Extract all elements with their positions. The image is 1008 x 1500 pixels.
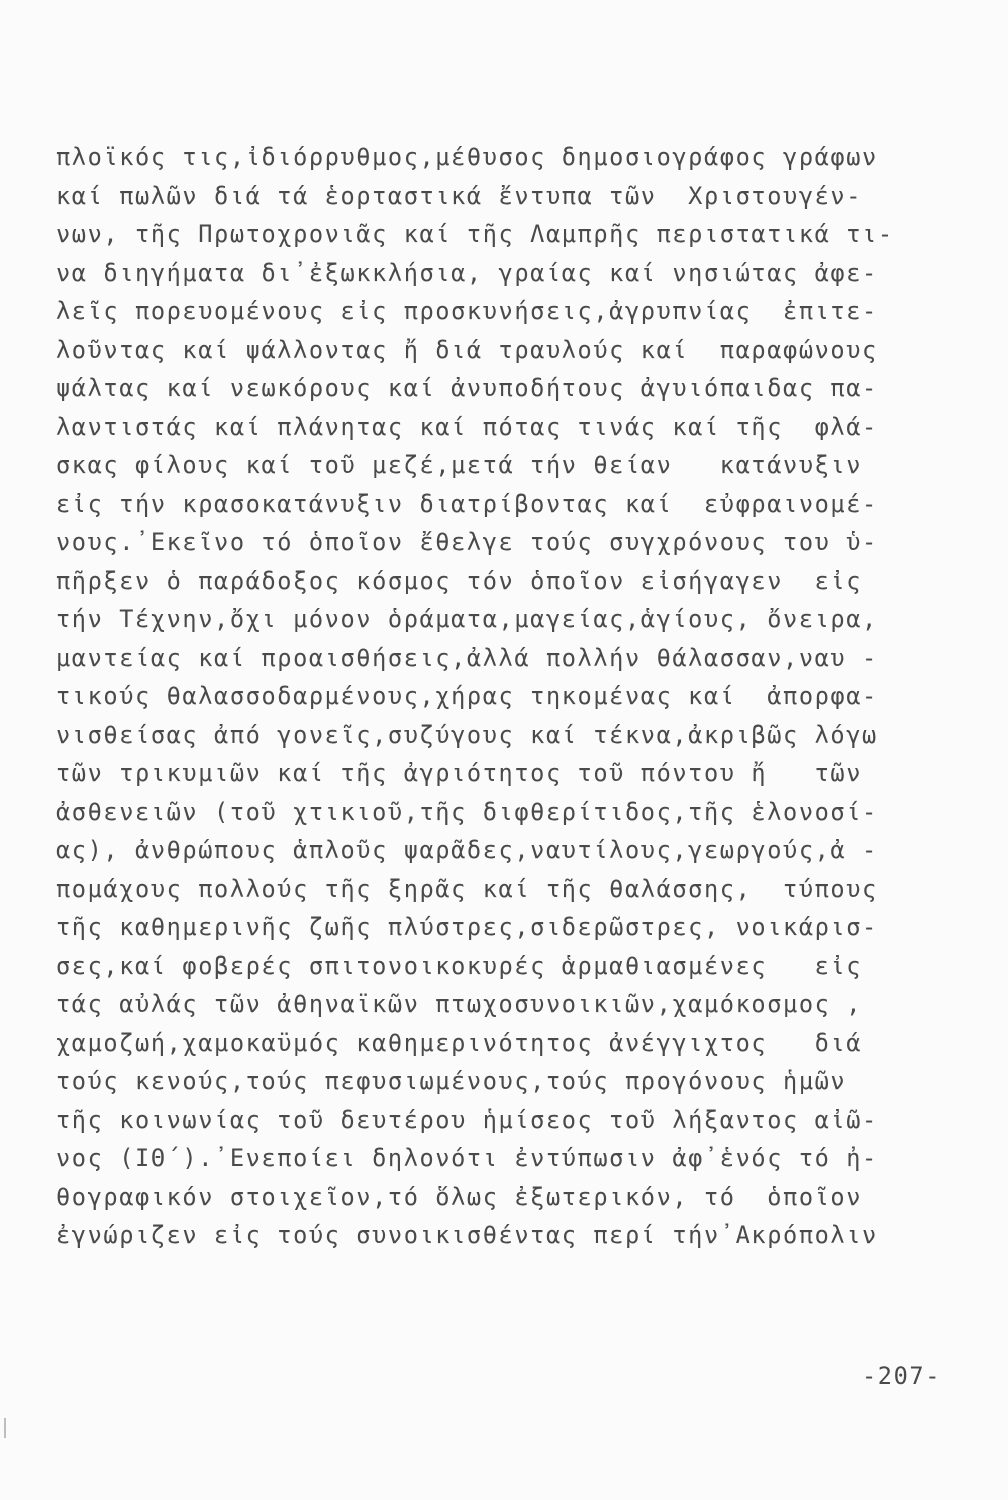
text-line: μαντείας καί προαισθήσεις,ἀλλά πολλήν θάλασσαν,ναυ - bbox=[56, 643, 878, 672]
text-line: νισθείσας ἀπό γονεῖς,συζύγους καί τέκνα,ἀκριβῶς λόγω bbox=[56, 720, 878, 749]
text-line: νων, τῆς Πρωτοχρονιᾶς καί τῆς Λαμπρῆς περιστατικά τι- bbox=[56, 220, 894, 248]
text-line: τήν Τέχνην,ὄχι μόνον ὁράματα,μαγείας,ἁγίους, ὄνειρα, bbox=[56, 605, 878, 633]
text-line: ἐγνώριζεν εἰς τούς συνοικισθέντας περί τήν᾽Ακρόπολιν bbox=[56, 1221, 878, 1249]
text-line: να διηγήματα δι᾽ἐξωκκλήσια, γραίας καί νησιώτας ἀφε- bbox=[56, 258, 878, 287]
text-line: σκας φίλους καί τοῦ μεζέ,μετά τήν θείαν κατάνυξιν bbox=[56, 451, 863, 479]
text-line: ἀσθενειῶν (τοῦ χτικιοῦ,τῆς διφθερίτιδος,τῆς ἑλονοσί- bbox=[56, 797, 878, 826]
scan-edge-mark bbox=[4, 1418, 6, 1438]
text-line: λοῦντας καί ψάλλοντας ἤ διά τραυλούς καί παραφώνους bbox=[56, 335, 878, 364]
text-line: χαμοζωή,χαμοκαϋμός καθημερινότητος ἀνέγγιχτος διά bbox=[56, 1028, 863, 1057]
text-line: καί πωλῶν διά τά ἑορταστικά ἔντυπα τῶν Χριστουγέν- bbox=[56, 181, 863, 210]
text-line: τῶν τρικυμιῶν καί τῆς ἀγριότητος τοῦ πόντου ἤ τῶν bbox=[56, 759, 863, 787]
text-line: νους.᾽Εκεῖνο τό ὁποῖον ἔθελγε τούς συγχρόνους του ὑ- bbox=[56, 528, 878, 556]
text-line: πῆρξεν ὁ παράδοξος κόσμος τόν ὁποῖον εἰσήγαγεν εἰς bbox=[56, 566, 863, 595]
text-line: τῆς καθημερινῆς ζωῆς πλύστρες,σιδερῶστρες, νοικάρισ- bbox=[56, 913, 878, 941]
text-line: θογραφικόν στοιχεῖον,τό ὅλως ἐξωτερικόν, τό ὁποῖον bbox=[56, 1182, 863, 1211]
text-line: σες,καί φοβερές σπιτονοικοκυρές ἁρμαθιασμένες εἰς bbox=[56, 951, 863, 980]
text-line: τικούς θαλασσοδαρμένους,χήρας τηκομένας καί ἀπορφα- bbox=[56, 682, 878, 710]
text-line: τάς αὐλάς τῶν ἀθηναϊκῶν πτωχοσυνοικιῶν,χαμόκοσμος , bbox=[56, 990, 863, 1018]
text-line: πλοϊκός τις,ἰδιόρρυθμος,μέθυσος δημοσιογράφος γράφων bbox=[56, 143, 878, 171]
text-line: τῆς κοινωνίας τοῦ δευτέρου ἡμίσεος τοῦ λήξαντος αἰῶ- bbox=[56, 1105, 878, 1134]
body-text bbox=[56, 138, 946, 1255]
text-line: λαντιστάς καί πλάνητας καί πότας τινάς καί τῆς φλά- bbox=[56, 412, 878, 441]
text-line: ας), ἀνθρώπους ἁπλοῦς ψαρᾶδες,ναυτίλους,γεωργούς,ἀ - bbox=[56, 836, 878, 864]
text-line: ψάλτας καί νεωκόρους καί ἀνυποδήτους ἀγυιόπαιδας πα- bbox=[56, 374, 878, 402]
text-line: εἰς τήν κρασοκατάνυξιν διατρίβοντας καί εὐφραινομέ- bbox=[56, 489, 878, 518]
text-line: νος (ΙΘ´).᾽Ενεποίει δηλονότι ἐντύπωσιν ἀφ᾽ἑνός τό ἠ- bbox=[56, 1144, 878, 1172]
text-line: λεῖς πορευομένους εἰς προσκυνήσεις,ἀγρυπνίας ἐπιτε- bbox=[56, 297, 878, 325]
page-number: -207- bbox=[862, 1362, 942, 1390]
text-line: τούς κενούς,τούς πεφυσιωμένους,τούς προγόνους ἡμῶν bbox=[56, 1067, 847, 1095]
text-line: πομάχους πολλούς τῆς ξηρᾶς καί τῆς θαλάσσης, τύπους bbox=[56, 874, 878, 903]
